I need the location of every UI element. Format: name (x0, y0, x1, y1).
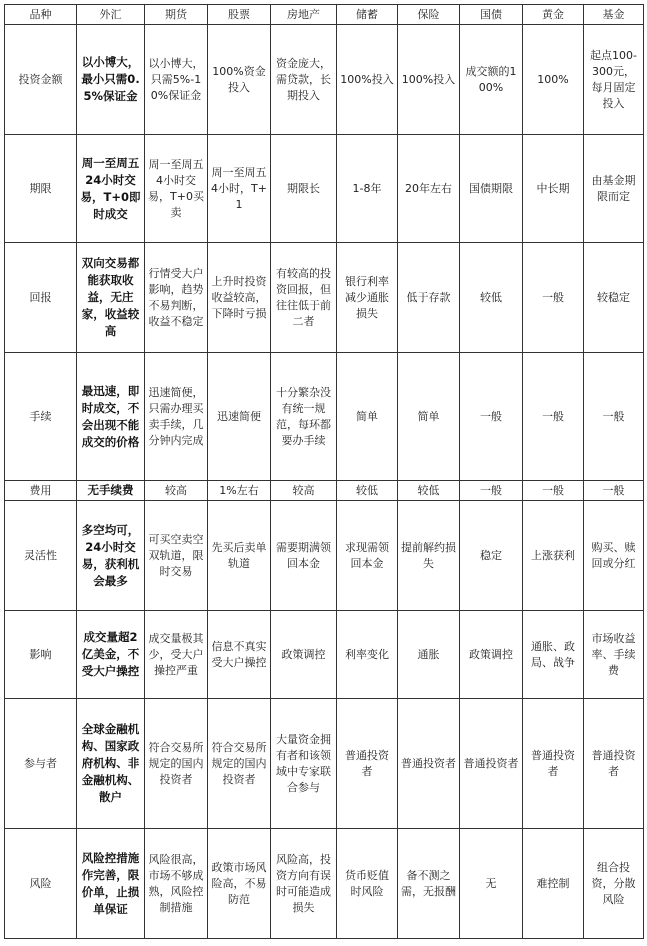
table-cell: 较低 (337, 481, 398, 501)
table-cell: 风险控措施作完善，限价单，止损单保证 (77, 829, 145, 939)
table-cell: 低于存款 (398, 243, 460, 353)
table-cell: 一般 (460, 481, 523, 501)
table-cell: 大量资金拥有者和该领域中专家联合参与 (271, 699, 337, 829)
table-cell: 组合投资，分散风险 (584, 829, 644, 939)
table-cell: 中长期 (523, 135, 584, 243)
table-cell: 以小博大，最小只需0.5%保证金 (77, 25, 145, 135)
row-label-cell: 手续 (5, 353, 77, 481)
table-cell: 由基金期限而定 (584, 135, 644, 243)
table-cell: 难控制 (523, 829, 584, 939)
header-cell: 保险 (398, 5, 460, 25)
table-cell: 求现需领回本金 (337, 501, 398, 611)
table-cell: 信息不真实受大户操控 (208, 611, 271, 699)
table-cell: 政策调控 (460, 611, 523, 699)
table-cell: 通胀 (398, 611, 460, 699)
table-cell: 周一至周五24小时交易，T+0即时成交 (77, 135, 145, 243)
table-cell: 先买后卖单轨道 (208, 501, 271, 611)
table-cell: 风险很高，市场不够成熟，风险控制措施 (145, 829, 208, 939)
table-row (5, 135, 644, 243)
table-cell: 货币贬值时风险 (337, 829, 398, 939)
table-cell: 较低 (398, 481, 460, 501)
header-cell: 储蓄 (337, 5, 398, 25)
row-label-cell: 费用 (5, 481, 77, 501)
table-row (5, 481, 644, 501)
table-cell: 100%投入 (337, 25, 398, 135)
table-cell: 以小博大，只需5%-10%保证金 (145, 25, 208, 135)
table-cell: 普通投资者 (460, 699, 523, 829)
table-cell: 100%资金投入 (208, 25, 271, 135)
table-cell: 普通投资者 (337, 699, 398, 829)
table-cell: 较高 (145, 481, 208, 501)
table-cell: 周一至周五4小时，T+1 (208, 135, 271, 243)
table-cell: 十分繁杂没有统一规范，每环都要办手续 (271, 353, 337, 481)
table-cell: 普通投资者 (398, 699, 460, 829)
table-cell: 风险高，投资方向有误时可能造成损失 (271, 829, 337, 939)
table-cell: 全球金融机构、国家政府机构、非金融机构、散户 (77, 699, 145, 829)
row-label-cell: 参与者 (5, 699, 77, 829)
header-cell: 股票 (208, 5, 271, 25)
table-cell: 购买、赎回或分红 (584, 501, 644, 611)
table-row (5, 243, 644, 353)
table-cell: 无 (460, 829, 523, 939)
header-cell: 品种 (5, 5, 77, 25)
table-cell: 一般 (523, 243, 584, 353)
table-cell: 一般 (460, 353, 523, 481)
table-cell: 1-8年 (337, 135, 398, 243)
table-cell: 周一至周五4小时交易，T+0买卖 (145, 135, 208, 243)
table-row (5, 353, 644, 481)
table-cell: 上升时投资收益较高，下降时亏损 (208, 243, 271, 353)
table-cell: 较高 (271, 481, 337, 501)
table-cell: 备不测之需，无报酬 (398, 829, 460, 939)
table-cell: 政策市场风险高，不易防范 (208, 829, 271, 939)
table-cell: 普通投资者 (523, 699, 584, 829)
table-cell: 一般 (523, 481, 584, 501)
table-cell: 成交额的100% (460, 25, 523, 135)
table-cell: 政策调控 (271, 611, 337, 699)
table-cell: 一般 (584, 353, 644, 481)
table-cell: 一般 (523, 353, 584, 481)
table-row (5, 829, 644, 939)
table-cell: 双向交易都能获取收益，无庄家，收益较高 (77, 243, 145, 353)
header-cell: 期货 (145, 5, 208, 25)
table-cell: 较低 (460, 243, 523, 353)
row-label-cell: 影响 (5, 611, 77, 699)
table-cell: 提前解约损失 (398, 501, 460, 611)
table-cell: 普通投资者 (584, 699, 644, 829)
table-cell: 简单 (337, 353, 398, 481)
table-row (5, 611, 644, 699)
table-cell: 银行利率减少通胀损失 (337, 243, 398, 353)
table-cell: 迅速简便 (208, 353, 271, 481)
table-cell: 符合交易所规定的国内投资者 (208, 699, 271, 829)
table-cell: 国债期限 (460, 135, 523, 243)
header-cell: 房地产 (271, 5, 337, 25)
table-cell: 利率变化 (337, 611, 398, 699)
table-cell: 上涨获利 (523, 501, 584, 611)
row-label-cell: 风险 (5, 829, 77, 939)
table-cell: 无手续费 (77, 481, 145, 501)
table-cell: 最迅速，即时成交，不会出现不能成交的价格 (77, 353, 145, 481)
table-cell: 成交量超2亿美金，不受大户操控 (77, 611, 145, 699)
table-cell: 20年左右 (398, 135, 460, 243)
table-cell: 通胀、政局、战争 (523, 611, 584, 699)
header-cell: 国债 (460, 5, 523, 25)
table-cell: 市场收益率、手续费 (584, 611, 644, 699)
table-row (5, 25, 644, 135)
row-label-cell: 灵活性 (5, 501, 77, 611)
row-label-cell: 期限 (5, 135, 77, 243)
table-cell: 起点100-300元，每月固定投入 (584, 25, 644, 135)
header-cell: 黄金 (523, 5, 584, 25)
table-cell: 有较高的投资回报，但往往低于前二者 (271, 243, 337, 353)
row-label-cell: 投资金额 (5, 25, 77, 135)
table-cell: 100% (523, 25, 584, 135)
table-row (5, 699, 644, 829)
table-cell: 迅速简便，只需办理买卖手续，几分钟内完成 (145, 353, 208, 481)
header-cell: 外汇 (77, 5, 145, 25)
table-cell: 稳定 (460, 501, 523, 611)
table-cell: 100%投入 (398, 25, 460, 135)
table-cell: 较稳定 (584, 243, 644, 353)
table-cell: 多空均可，24小时交易，获利机会最多 (77, 501, 145, 611)
table-cell: 1%左右 (208, 481, 271, 501)
table-cell: 资金庞大，需贷款，长期投入 (271, 25, 337, 135)
table-cell: 成交量极其少，受大户操控严重 (145, 611, 208, 699)
investment-comparison-table (4, 4, 644, 939)
table-row (5, 501, 644, 611)
table-cell: 一般 (584, 481, 644, 501)
row-label-cell: 回报 (5, 243, 77, 353)
table-cell: 可买空卖空双轨道，限时交易 (145, 501, 208, 611)
table-cell: 简单 (398, 353, 460, 481)
header-row (5, 5, 644, 25)
table-cell: 行情受大户影响，趋势不易判断，收益不稳定 (145, 243, 208, 353)
table-cell: 符合交易所规定的国内投资者 (145, 699, 208, 829)
header-cell: 基金 (584, 5, 644, 25)
table-cell: 需要期满领回本金 (271, 501, 337, 611)
table-cell: 期限长 (271, 135, 337, 243)
